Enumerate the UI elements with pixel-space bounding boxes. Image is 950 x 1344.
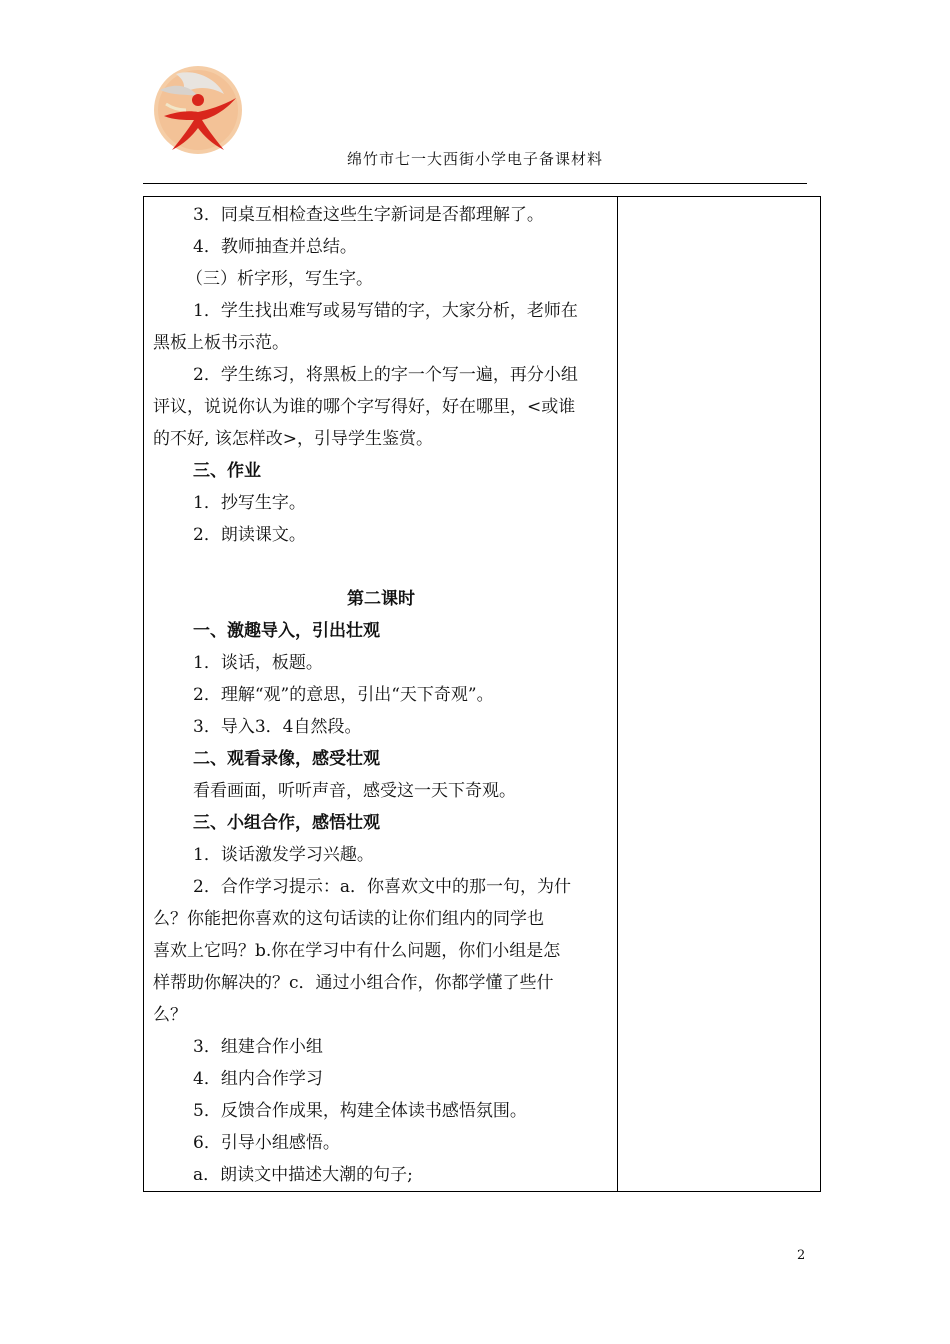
content-line: 1．抄写生字。: [193, 493, 306, 513]
school-name-header: 绵竹市七一大西街小学电子备课材料: [346, 150, 603, 168]
section-heading: 一、激趣导入，引出壮观: [193, 621, 380, 641]
content-line: 2．朗读课文。: [193, 525, 306, 545]
section-heading: 三、小组合作，感悟壮观: [193, 813, 380, 833]
content-line: 么？: [153, 1005, 187, 1025]
content-line: 2．合作学习提示：a．你喜欢文中的那一句，为什: [193, 877, 571, 897]
notes-cell: [618, 197, 821, 1192]
content-line: 3．组建合作小组: [193, 1037, 323, 1057]
content-line: 3．同桌互相检查这些生字新词是否都理解了。: [193, 205, 544, 225]
content-line: 评议，说说你认为谁的哪个字写得好，好在哪里，<或谁: [153, 397, 576, 417]
content-line: 的不好, 该怎样改>，引导学生鉴赏。: [153, 429, 434, 449]
lesson-content-cell: [144, 197, 618, 1192]
section-heading: 三、作业: [193, 461, 261, 481]
page-number: 2: [797, 1248, 806, 1263]
content-line: 看看画面，听听声音，感受这一天下奇观。: [193, 781, 516, 801]
lesson-period-title: 第二课时: [347, 589, 415, 609]
content-line: 6．引导小组感悟。: [193, 1133, 340, 1153]
lesson-plan-table: [143, 196, 821, 1192]
content-line: 1．谈话激发学习兴趣。: [193, 845, 374, 865]
content-line: 黑板上板书示范。: [153, 333, 289, 353]
content-line: （三）析字形，写生字。: [186, 269, 373, 289]
header-divider: [143, 183, 807, 184]
content-line: 样帮助你解决的？c．通过小组合作，你都学懂了些什: [153, 973, 554, 993]
section-heading: 二、观看录像，感受壮观: [193, 749, 380, 769]
content-line: 3．导入3．4自然段。: [193, 717, 362, 737]
content-line: a．朗读文中描述大潮的句子;: [193, 1165, 413, 1185]
blank-line: [153, 551, 609, 583]
content-line: 4．组内合作学习: [193, 1069, 323, 1089]
content-line: 2．理解“观”的意思，引出“天下奇观”。: [193, 685, 494, 705]
content-line: 喜欢上它吗？b.你在学习中有什么问题，你们小组是怎: [153, 941, 561, 961]
content-line: 1．学生找出难写或易写错的字，大家分析，老师在: [193, 301, 578, 321]
content-line: 4．教师抽查并总结。: [193, 237, 357, 257]
content-line: 么？你能把你喜欢的这句话读的让你们组内的同学也: [153, 909, 544, 929]
content-line: 2．学生练习，将黑板上的字一个写一遍，再分小组: [193, 365, 578, 385]
content-line: 5．反馈合作成果，构建全体读书感悟氛围。: [193, 1101, 527, 1121]
school-emblem-icon: [146, 64, 250, 156]
content-line: 1．谈话，板题。: [193, 653, 323, 673]
